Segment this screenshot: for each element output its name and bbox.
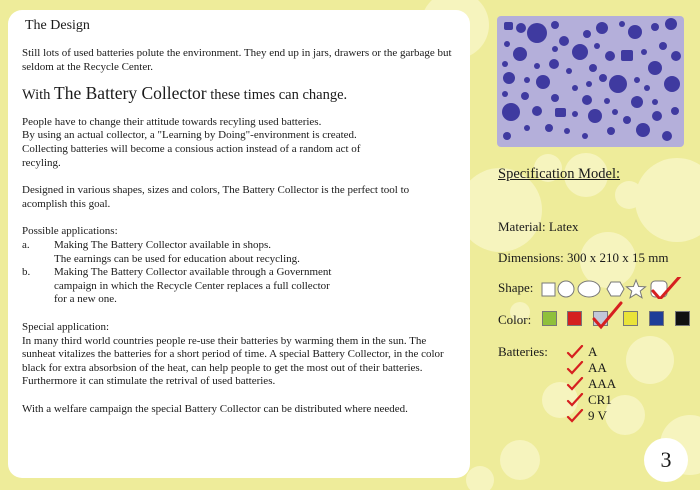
application-b: b. Making The Battery Collector available through a Government campaign in which the Recycle Center replaces a full collector for a new one.: [22, 266, 332, 306]
spec-batteries-label: Batteries:: [498, 344, 548, 359]
design-text-panel: [8, 10, 470, 478]
battery-check-icon: [566, 393, 584, 407]
spec-material: Material: Latex: [498, 219, 579, 234]
shape-options: [541, 277, 691, 299]
page-number: 3: [644, 438, 688, 482]
tagline: With The Battery Collector these times can change.: [22, 83, 348, 104]
battery-item: [566, 392, 616, 408]
spec-dimensions: Dimensions: 300 x 210 x 15 mm: [498, 250, 669, 265]
attitude-line-2: By using an actual collector, a "Learning by Doing"-environment is created.: [22, 129, 357, 142]
spec-title: Specification Model:: [498, 166, 621, 182]
shape-circle-icon: [558, 281, 574, 297]
spec-shape-label: Shape:: [498, 280, 534, 295]
batteries-list: [566, 344, 616, 424]
applications-heading: Possible applications:: [22, 225, 118, 238]
battery-item: [566, 376, 616, 392]
special-heading: Special application:: [22, 320, 110, 333]
battery-label: AA: [588, 360, 607, 375]
color-black-swatch[interactable]: [675, 311, 690, 326]
product-title: The Battery Collector: [54, 83, 207, 104]
spec-color-label: Color:: [498, 312, 532, 327]
intro-paragraph: Still lots of used batteries polute the environment. They end up in jars, drawers or the garbage but seldom at the Recycle Center.: [22, 47, 452, 73]
battery-item: [566, 360, 616, 376]
color-yellow-swatch[interactable]: [623, 311, 638, 326]
attitude-line-1: People have to change their attitude towards recyling used batteries.: [22, 115, 322, 128]
shape-star-icon: [627, 280, 646, 298]
battery-label: 9 V: [588, 408, 607, 423]
shape-ellipse-icon: [578, 281, 600, 297]
battery-collector-model: [497, 16, 684, 147]
application-a: a. Making The Battery Collector available in shops. The earnings can be used for education about recycling.: [22, 238, 300, 265]
color-green-swatch[interactable]: [542, 311, 557, 326]
designed-paragraph: Designed in various shapes, sizes and colors, The Battery Collector is the perfect tool to acomplish this goal.: [22, 184, 410, 210]
shape-square-icon: [542, 283, 555, 296]
color-red-swatch[interactable]: [567, 311, 582, 326]
battery-item: [566, 344, 616, 360]
battery-check-icon: [566, 361, 584, 375]
battery-label: AAA: [588, 376, 617, 391]
battery-check-icon: [566, 345, 584, 359]
special-paragraph: In many third world countries people re-use their batteries by warming them in the sun. The sunheat vitalizes the batteries for a short period of time. A special Battery Collector, in the color black for extra absorbsion of the heat, can help people to get the most out of their batteries. Furthermore it can stimulate the retrival of used batteries.: [22, 334, 444, 388]
attitude-line-3: Collecting batteries will become a consious action instead of a random act of: [22, 142, 361, 155]
battery-check-icon: [566, 377, 584, 391]
battery-item: [566, 408, 616, 424]
battery-label: A: [588, 344, 598, 359]
color-selected-check-icon: [588, 301, 624, 331]
color-blue-swatch[interactable]: [649, 311, 664, 326]
battery-check-icon: [566, 409, 584, 423]
model-holes: [497, 16, 684, 147]
attitude-line-4: recyling.: [22, 156, 61, 169]
final-paragraph: With a welfare campaign the special Battery Collector can be distributed where needed.: [22, 402, 408, 415]
battery-label: CR1: [588, 392, 612, 407]
design-heading: The Design: [25, 18, 90, 33]
shape-hexagon-icon: [607, 282, 624, 296]
